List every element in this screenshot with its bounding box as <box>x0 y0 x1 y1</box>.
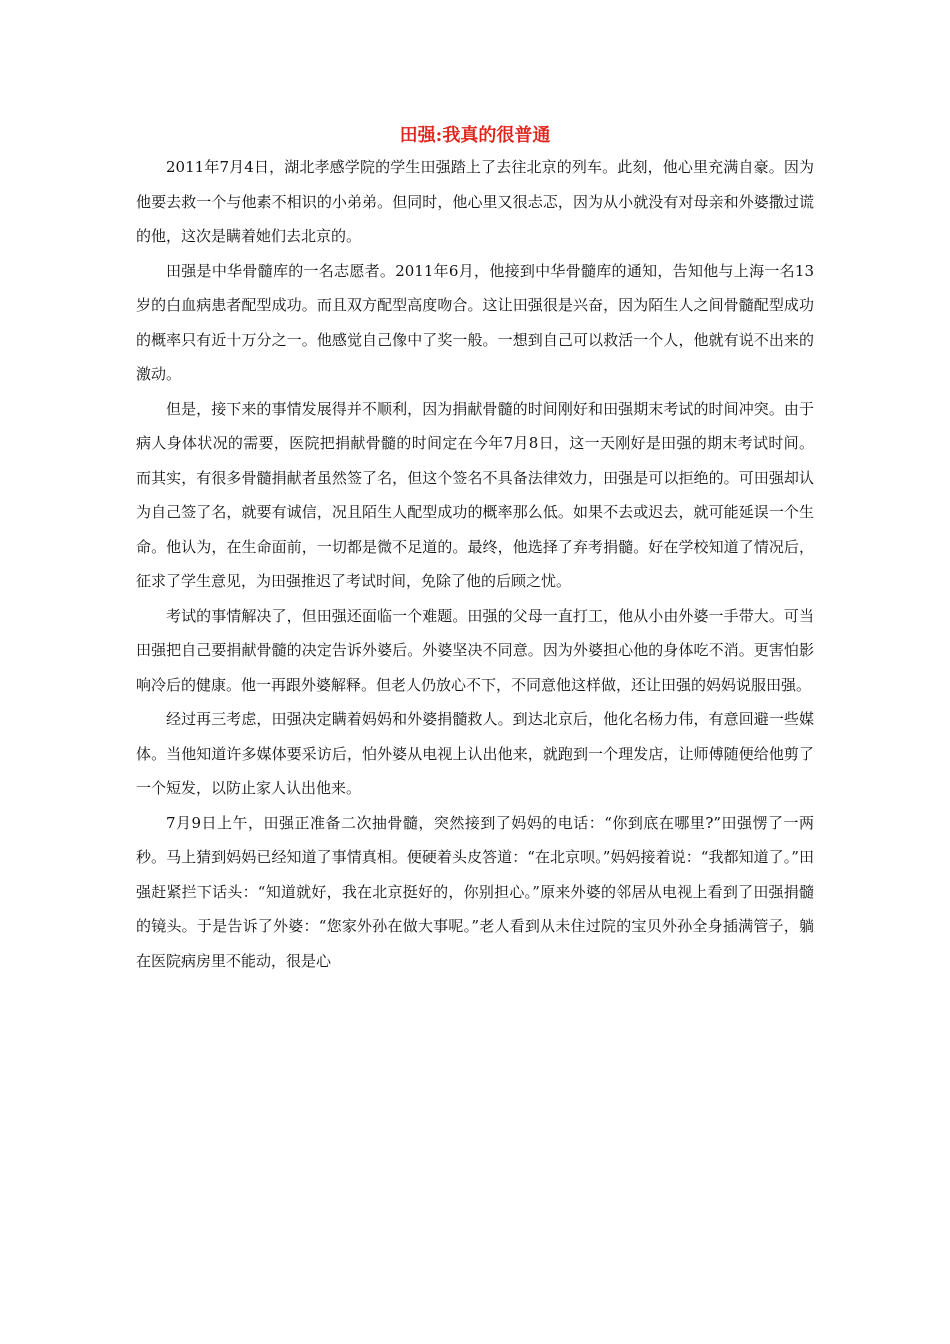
paragraph-5: 经过再三考虑，田强决定瞒着妈妈和外婆捐髓救人。到达北京后，他化名杨力伟，有意回避一些媒体。当他知道许多媒体要采访后，怕外婆从电视上认出他来，就跑到一个理发店，让师傅随便给他剪了一个短发，以防止家人认出他来。 <box>136 710 814 797</box>
article-body <box>136 150 814 978</box>
paragraph-4: 考试的事情解决了，但田强还面临一个难题。田强的父母一直打工，他从小由外婆一手带大。可当田强把自己要捐献骨髓的决定告诉外婆后。外婆坚决不同意。因为外婆担心他的身体吃不消。更害怕影响冷后的健康。他一再跟外婆解释。但老人仍放心不下，不同意他这样做，还让田强的妈妈说服田强。 <box>136 606 814 694</box>
paragraph-1: 2011年7月4日，湖北孝感学院的学生田强踏上了去往北京的列车。此刻，他心里充满自豪。因为他要去救一个与他素不相识的小弟弟。但同时，他心里又很忐忑，因为从小就没有对母亲和外婆撒过谎的他，这次是瞒着她们去北京的。 <box>136 158 814 245</box>
paragraph-3: 但是，接下来的事情发展得并不顺利，因为捐献骨髓的时间刚好和田强期末考试的时间冲突。由于病人身体状况的需要，医院把捐献骨髓的时间定在今年7月8日，这一天刚好是田强的期末考试时间。而其实，有很多骨髓捐献者虽然签了名，但这个签名不具备法律效力，田强是可以拒绝的。可田强却认为自己签了名，就要有诚信，况且陌生人配型成功的概率那么低。如果不去或迟去，就可能延误一个生命。他认为，在生命面前，一切都是微不足道的。最终，他选择了弃考捐髓。好在学校知道了情况后，征求了学生意见，为田强推迟了考试时间，免除了他的后顾之忧。 <box>136 399 814 590</box>
paragraph-2: 田强是中华骨髓库的一名志愿者。2011年6月，他接到中华骨髓库的通知，告知他与上海一名13岁的白血病患者配型成功。而且双方配型高度吻合。这让田强很是兴奋，因为陌生人之间骨髓配型成功的概率只有近十万分之一。他感觉自己像中了奖一般。一想到自己可以救活一个人，他就有说不出来的激动。 <box>136 261 814 383</box>
paragraph-6: 7月9日上午，田强正准备二次抽骨髓，突然接到了妈妈的电话：“你到底在哪里?”田强愣了一两秒。马上猜到妈妈已经知道了事情真相。便硬着头皮答道：“在北京呗。”妈妈接着说：“我都知道了。”田强赶紧拦下话头：“知道就好，我在北京挺好的，你别担心。”原来外婆的邻居从电视上看到了田强捐髓的镜头。于是告诉了外婆：“您家外孙在做大事呢。”老人看到从未住过院的宝贝外孙全身插满管子，躺在医院病房里不能动，很是心 <box>136 813 814 970</box>
article-title: 田强:我真的很普通 <box>399 125 551 146</box>
